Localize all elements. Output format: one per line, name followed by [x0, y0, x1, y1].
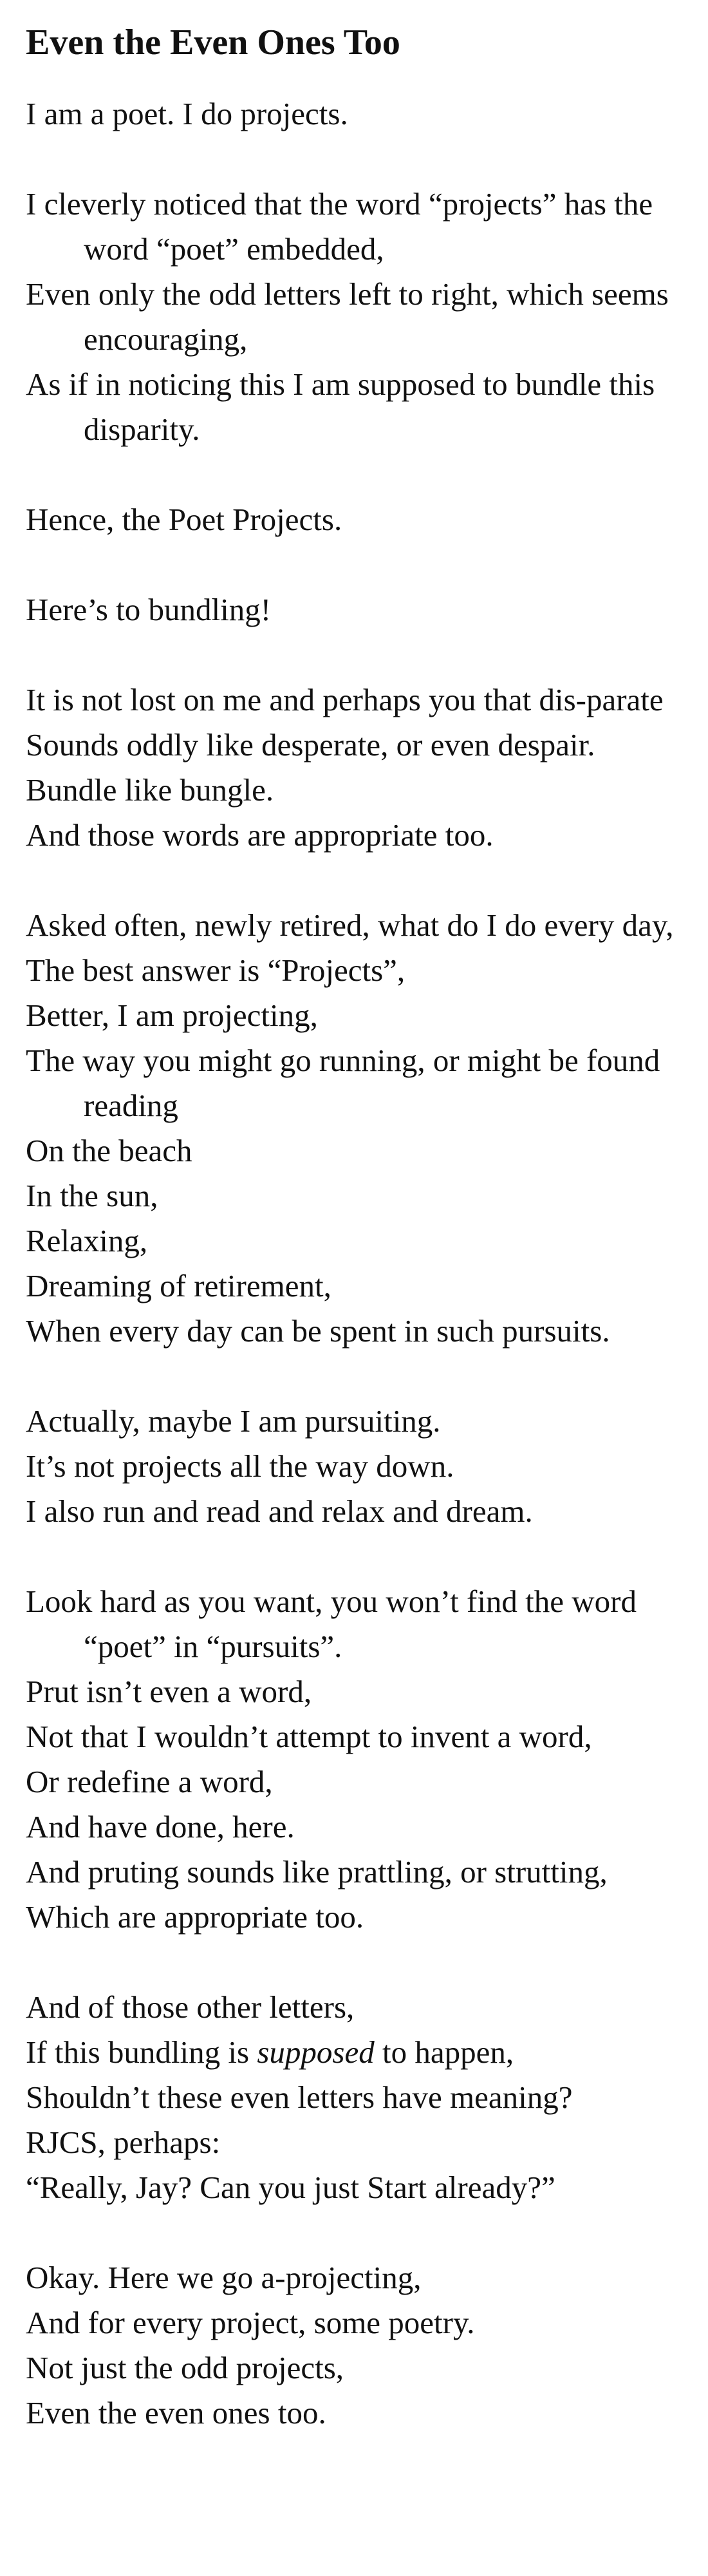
poem-line: Asked often, newly retired, what do I do every day, — [26, 907, 674, 943]
poem-line: It is not lost on me and perhaps you that dis-parate — [26, 682, 664, 717]
poem-line: It’s not projects all the way down. — [26, 1448, 454, 1484]
poem-line: As if in noticing this I am supposed to bundle this disparity. — [26, 366, 655, 447]
poem-line: The best answer is “Projects”, — [26, 952, 405, 988]
stanza — [26, 677, 682, 858]
stanza — [26, 1579, 682, 1940]
line-text: If this bundling is — [26, 2034, 257, 2070]
poem-line: In the sun, — [26, 1178, 158, 1213]
poem-line: Not that I wouldn’t attempt to invent a word, — [26, 1719, 592, 1754]
poem-line: Or redefine a word, — [26, 1764, 273, 1799]
poem-body — [26, 91, 682, 2436]
poem-line: And for every project, some poetry. — [26, 2305, 475, 2340]
poem-line: Even the even ones too. — [26, 2395, 326, 2430]
poem-line: When every day can be spent in such pursuits. — [26, 1313, 610, 1349]
poem-line: Hence, the Poet Projects. — [26, 502, 342, 537]
poem-line: And of those other letters, — [26, 1989, 355, 2025]
poem-line: RJCS, perhaps: — [26, 2125, 221, 2160]
stanza — [26, 1399, 682, 1534]
poem-line: Shouldn’t these even letters have meaning? — [26, 2079, 573, 2115]
line-text: to happen, — [374, 2034, 514, 2070]
poem-line: Look hard as you want, you won’t find the word “poet” in “pursuits”. — [26, 1584, 637, 1664]
poem-line: Not just the odd projects, — [26, 2350, 344, 2385]
poem-line: Prut isn’t even a word, — [26, 1674, 312, 1709]
stanza — [26, 587, 682, 632]
poem-line: Actually, maybe I am pursuiting. — [26, 1403, 441, 1439]
poem-line: Sounds oddly like desperate, or even despair. — [26, 727, 595, 762]
poem-line: Better, I am projecting, — [26, 998, 318, 1033]
poem-line: Dreaming of retirement, — [26, 1268, 331, 1303]
stanza — [26, 182, 682, 452]
emphasized-word: supposed — [257, 2034, 375, 2070]
stanza — [26, 903, 682, 1354]
poem-line: Even only the odd letters left to right, which seems encouraging, — [26, 276, 669, 357]
poem-line: On the beach — [26, 1133, 192, 1168]
stanza — [26, 91, 682, 137]
poem-line: I am a poet. I do projects. — [26, 96, 348, 131]
poem-line: I cleverly noticed that the word “projects” has the word “poet” embedded, — [26, 186, 653, 267]
stanza — [26, 2255, 682, 2436]
poem-line: I also run and read and relax and dream. — [26, 1493, 533, 1529]
poem-line: Relaxing, — [26, 1223, 148, 1258]
poem-line: Which are appropriate too. — [26, 1899, 364, 1935]
poem-line: And have done, here. — [26, 1809, 295, 1844]
poem-line: And pruting sounds like prattling, or strutting, — [26, 1854, 608, 1889]
poem-line: The way you might go running, or might be found reading — [26, 1043, 660, 1123]
poem-line: “Really, Jay? Can you just Start already?” — [26, 2170, 555, 2205]
poem-line — [26, 2030, 682, 2075]
poem-line: Okay. Here we go a-projecting, — [26, 2260, 422, 2295]
poem-line: Bundle like bungle. — [26, 772, 274, 808]
stanza — [26, 1985, 682, 2210]
poem-line: Here’s to bundling! — [26, 592, 272, 627]
poem-title: Even the Even Ones Too — [26, 23, 400, 62]
poem-line: And those words are appropriate too. — [26, 817, 494, 853]
stanza — [26, 497, 682, 542]
